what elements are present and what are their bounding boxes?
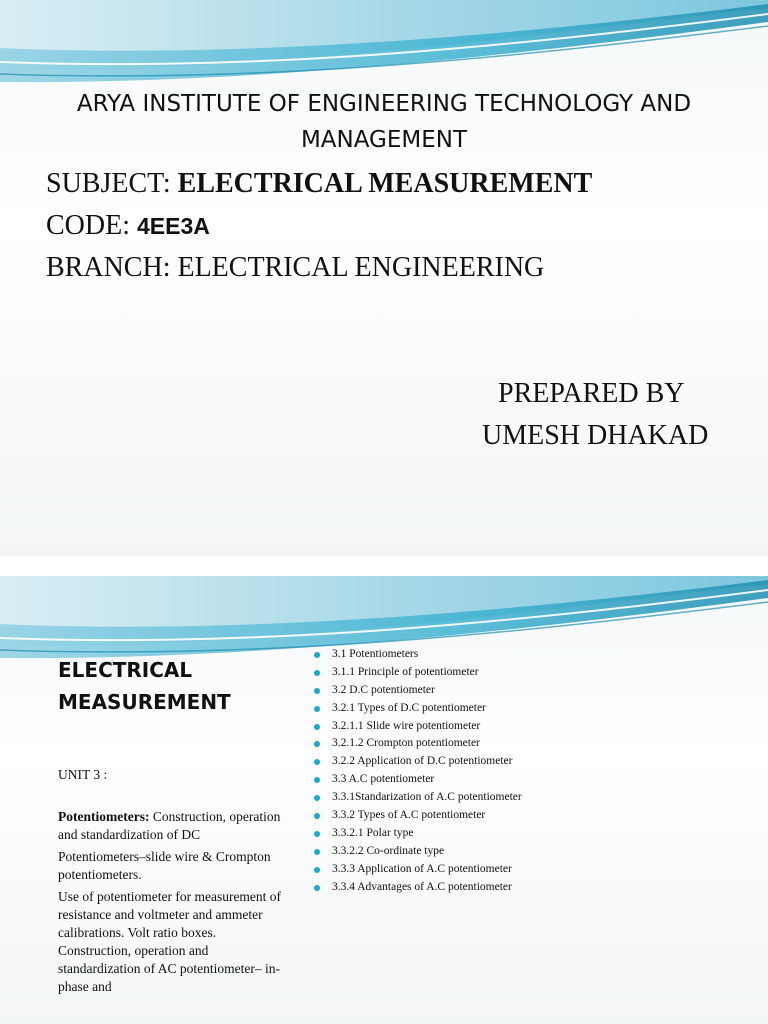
topic-text: 3.3.2 Types of A.C potentiometer bbox=[332, 809, 486, 822]
bullet-dot-icon bbox=[314, 867, 320, 873]
paragraph-1-rest: Construction, operation and standardization of DC bbox=[58, 809, 281, 842]
topic-item bbox=[314, 664, 522, 682]
topic-list bbox=[314, 646, 522, 896]
topic-text: 3.3.4 Advantages of A.C potentiometer bbox=[332, 880, 512, 893]
slide-gap bbox=[0, 556, 768, 576]
institute-title: ARYA INSTITUTE OF ENGINEERING TECHNOLOGY AND MANAGEMENT bbox=[76, 91, 692, 153]
syllabus-paragraph-1 bbox=[58, 808, 283, 844]
bullet-dot-icon bbox=[314, 688, 320, 694]
topic-item bbox=[314, 771, 522, 789]
topic-text: 3.3 A.C potentiometer bbox=[332, 773, 435, 786]
subject-line bbox=[46, 168, 592, 200]
topic-item bbox=[314, 825, 522, 843]
syllabus-paragraph-3: Use of potentiometer for measurement of resistance and voltmeter and ammeter calibrations. Volt ratio boxes. Construction, operation and standardization of AC potentiometer– in-phase and bbox=[58, 889, 282, 994]
wave-banner bbox=[0, 0, 768, 90]
bullet-dot-icon bbox=[314, 759, 320, 765]
topic-text: 3.2.1.1 Slide wire potentiometer bbox=[332, 719, 481, 732]
branch-line: BRANCH: ELECTRICAL ENGINEERING bbox=[46, 252, 545, 283]
author-name: UMESH DHAKAD bbox=[482, 420, 709, 451]
topic-text: 3.3.1Standarization of A.C potentiometer bbox=[332, 791, 522, 804]
topic-item bbox=[314, 718, 522, 736]
prepared-by-label: PREPARED BY bbox=[498, 378, 685, 409]
subject-value: ELECTRICAL MEASUREMENT bbox=[177, 168, 593, 199]
bullet-dot-icon bbox=[314, 885, 320, 891]
bullet-dot-icon bbox=[314, 795, 320, 801]
syllabus-text bbox=[58, 766, 283, 996]
topic-text: 3.1 Potentiometers bbox=[332, 648, 419, 660]
topic-item bbox=[314, 807, 522, 825]
bullet-dot-icon bbox=[314, 670, 320, 676]
topic-item bbox=[314, 700, 522, 718]
syllabus-paragraph-2: Potentiometers–slide wire & Crompton potentiometers. bbox=[58, 849, 271, 882]
topic-item bbox=[314, 879, 522, 897]
unit-label: UNIT 3 : bbox=[58, 767, 108, 782]
bullet-dot-icon bbox=[314, 741, 320, 747]
bullet-dot-icon bbox=[314, 777, 320, 783]
code-line bbox=[46, 210, 210, 242]
topic-item bbox=[314, 753, 522, 771]
slide2-heading: ELECTRICAL MEASUREMENT bbox=[58, 658, 231, 714]
topic-item bbox=[314, 646, 522, 664]
bullet-dot-icon bbox=[314, 831, 320, 837]
topic-item bbox=[314, 682, 522, 700]
topic-item bbox=[314, 861, 522, 879]
code-value: 4EE3A bbox=[137, 213, 210, 239]
topic-item bbox=[314, 735, 522, 753]
topic-item bbox=[314, 789, 522, 807]
topic-text: 3.3.3 Application of A.C potentiometer bbox=[332, 862, 512, 875]
topic-text: 3.2.2 Application of D.C potentiometer bbox=[332, 755, 513, 768]
bullet-dot-icon bbox=[314, 849, 320, 855]
topic-text: 3.3.2.2 Co-ordinate type bbox=[332, 844, 445, 857]
topic-text: 3.1.1 Principle of potentiometer bbox=[332, 665, 479, 678]
topic-text: 3.2.1 Types of D.C potentiometer bbox=[332, 701, 486, 714]
code-label: CODE: bbox=[46, 210, 137, 241]
bullet-dot-icon bbox=[314, 724, 320, 730]
bullet-dot-icon bbox=[314, 706, 320, 712]
subject-label: SUBJECT: bbox=[46, 168, 178, 199]
bullet-dot-icon bbox=[314, 652, 320, 658]
topic-text: 3.3.2.1 Polar type bbox=[332, 826, 414, 839]
potentiometers-bold: Potentiometers: bbox=[58, 809, 150, 824]
bullet-dot-icon bbox=[314, 813, 320, 819]
topic-text: 3.2 D.C potentiometer bbox=[332, 683, 435, 696]
topic-text: 3.2.1.2 Crompton potentiometer bbox=[332, 737, 480, 750]
topic-item bbox=[314, 843, 522, 861]
